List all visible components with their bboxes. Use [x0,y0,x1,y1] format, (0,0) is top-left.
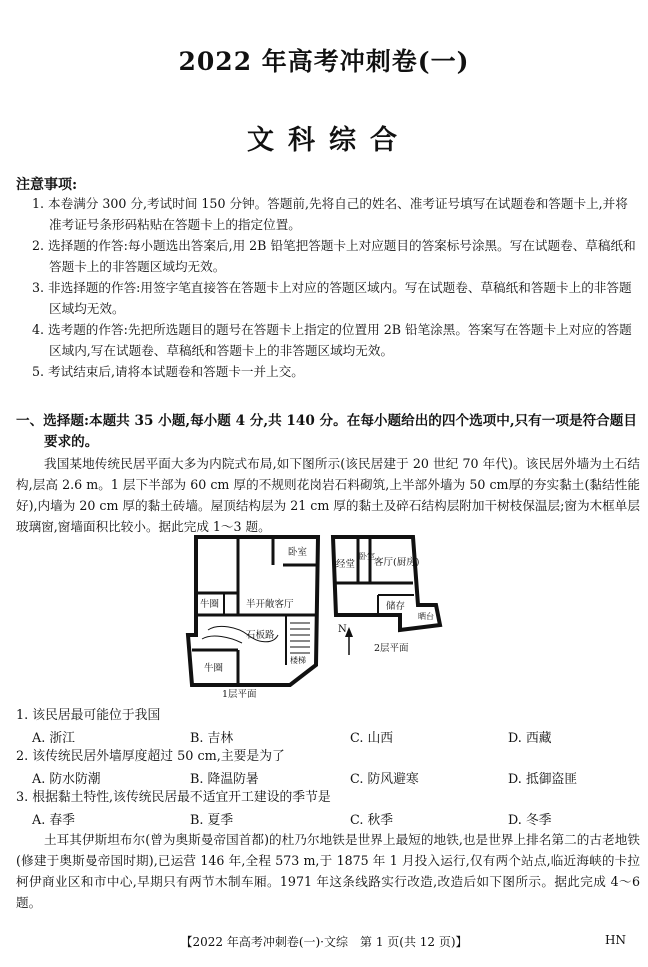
notice-item: 5. 考试结束后,请将本试题卷和答题卡一并上交。 [32,364,304,379]
floor-label: 1层平面 [222,689,257,700]
question-stem: 1. 该民居最可能位于我国 [16,708,161,723]
notice-heading: 注意事项: [16,177,78,193]
north-label: N [338,624,347,635]
notice-item: 2. 选择题的作答:每小题选出答案后,用 2B 铅笔把答题卡上对应题目的答案标号涂黑。写在试题卷、草稿纸和答题卡上的非答题区域均无效。 [32,238,636,274]
option: B. 降温防暑 [190,772,259,787]
room-label: 卧室 [359,552,375,561]
option: D. 抵御盗匪 [508,772,578,787]
room-label: 半开敞客厅 [246,599,294,610]
room-label: 楼梯 [290,656,306,665]
question-stem: 3. 根据黏土特性,该传统民居最不适宜开工建设的季节是 [16,790,331,805]
floor-label: 2层平面 [374,643,409,654]
floor-plan-figure [178,535,468,700]
room-label: 石板路 [246,630,275,641]
option: A. 防水防潮 [32,772,101,787]
section-heading: 一、选择题:本题共 35 小题,每小题 4 分,共 140 分。在每小题给出的四个选项中,只有一项是符合题目要求的。 [16,413,637,450]
room-label: 经堂 [336,559,356,570]
page-subtitle: 文科综合 [247,125,411,156]
option: B. 夏季 [190,813,234,828]
notice-list [32,193,640,382]
option: C. 防风避寒 [350,772,419,787]
notice-item: 4. 选考题的作答:先把所选题目的题号在答题卡上指定的位置用 2B 铅笔涂黑。答案写在答题卡上对应的答题区域内,写在试题卷、草稿纸和答题卡上的非答题区域均无效。 [32,322,632,358]
room-label: 卧室 [288,547,308,558]
notice-item: 3. 非选择题的作答:用签字笔直接答在答题卡上对应的答题区域内。写在试题卷、草稿纸和答题卡上的非答题区域均无效。 [32,280,632,316]
room-label: 客厅(厨房) [374,557,420,568]
option: C. 秋季 [350,813,394,828]
page-title: 2022 年高考冲刺卷(一) [178,47,470,76]
question-stem: 2. 该传统民居外墙厚度超过 50 cm,主要是为了 [16,749,285,764]
option: C. 山西 [350,731,394,746]
page-footer: 【2022 年高考冲刺卷(一)·文综 第 1 页(共 12 页)】 [180,935,468,949]
passage-1: 我国某地传统民居平面大多为内院式布局,如下图所示(该民居建于 20 世纪 70 年代)。该民居外墙为土石结构,层高 2.6 m。1 层下半部为 60 cm 厚的不规则花岗岩石料砌筑,上半部外墙为 50 cm厚的夯实黏土(黏结性能好),内墙为 20 cm 厚的黏土砖墙。屋顶结构层为 21 cm 厚的黏土及碎石结构层附加干树枝保温层;窗为木框单层玻璃窗,窗墙面积比较小。据此完成 1～3 题。 [16,456,640,534]
option: B. 吉林 [190,731,234,746]
option: A. 春季 [32,813,75,828]
passage-2: 土耳其伊斯坦布尔(曾为奥斯曼帝国首都)的杜乃尔地铁是世界上最短的地铁,也是世界上排名第二的古老地铁(修建于奥斯曼帝国时期),已运营 146 年,全程 573 m,于 1875 年 1 月投入运行,仅有两个站点,临近海峡的卡拉柯伊商业区和市中心,早期只有两节木制车厢。1971 年这条线路实行改造,改造后如下图所示。据此完成 4～6 题。 [16,832,640,910]
room-label: 牛圈 [200,599,220,610]
option: A. 浙江 [32,731,75,746]
footer-code: HN [605,933,626,947]
option: D. 冬季 [508,813,552,828]
room-label: 牛圈 [204,663,224,674]
room-label: 晒台 [418,612,434,621]
notice-item: 1. 本卷满分 300 分,考试时间 150 分钟。答题前,先将自己的姓名、准考证号填写在试题卷和答题卡上,并将准考证号条形码粘贴在答题卡上的指定位置。 [32,196,628,232]
option: D. 西藏 [508,731,552,746]
room-label: 储存 [386,601,406,612]
